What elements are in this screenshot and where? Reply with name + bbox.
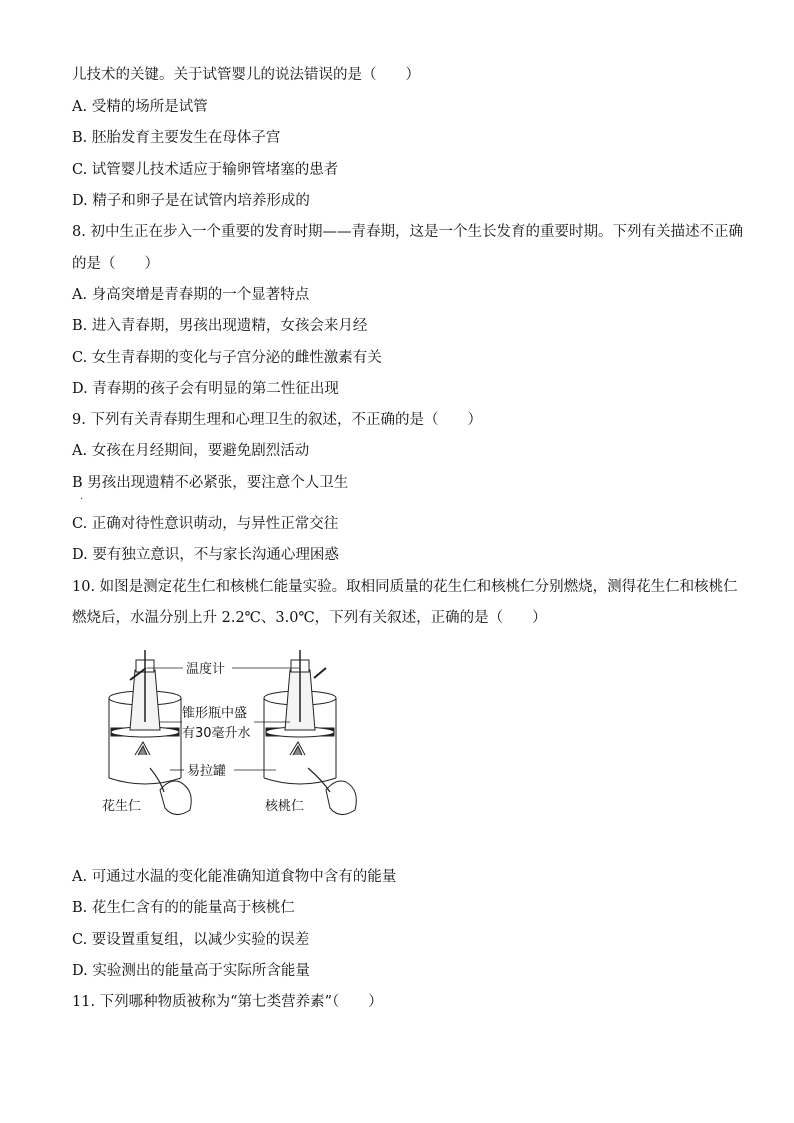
q7-stem-tail: 儿技术的关键。关于试管婴儿的说法错误的是（ ）: [72, 67, 420, 83]
q10-option-d: D. 实验测出的能量高于实际所含能量: [72, 963, 310, 979]
experiment-figure: [100, 650, 370, 840]
q9-stem: 9. 下列有关青春期生理和心理卫生的叙述，不正确的是（ ）: [72, 412, 482, 428]
q7-option-c: C. 试管婴儿技术适应于输卵管堵塞的患者: [72, 162, 339, 178]
q9-option-a: A. 女孩在月经期间，要避免剧烈活动: [72, 443, 310, 459]
left-apparatus: [109, 650, 191, 815]
label-walnut: 核桃仁: [265, 799, 305, 814]
q7-option-d: D. 精子和卵子是在试管内培养形成的: [72, 193, 310, 209]
right-apparatus: [264, 650, 356, 815]
q8-stem: 8. 初中生正在步入一个重要的发育时期——青春期，这是一个生长发育的重要时期。下列有关描述不正确: [72, 224, 743, 240]
q8-option-c: C. 女生青春期的变化与子宫分泌的雌性激素有关: [72, 350, 382, 366]
q8-option-a: A. 身高突增是青春期的一个显著特点: [72, 287, 310, 303]
label-peanut: 花生仁: [102, 799, 142, 814]
label-can: 易拉罐: [187, 764, 227, 779]
label-flask-line2: 有30毫升水: [182, 726, 251, 741]
label-thermometer: 温度计: [186, 662, 226, 677]
q10-stem: 10. 如图是测定花生仁和核桃仁能量实验。取相同质量的花生仁和核桃仁分别燃烧，测得花生仁和核桃仁: [72, 579, 738, 595]
q9-option-d: D. 要有独立意识，不与家长沟通心理困惑: [72, 547, 339, 563]
q9-option-c: C. 正确对待性意识萌动，与异性正常交往: [72, 516, 339, 532]
q8-option-d: D. 青春期的孩子会有明显的第二性征出现: [72, 381, 339, 397]
q10-option-a: A. 可通过水温的变化能准确知道食物中含有的能量: [72, 869, 397, 885]
q8-stem-cont: 的是（ ）: [72, 256, 159, 272]
q9-option-b: B 男孩出现遗精不必紧张，要注意个人卫生: [72, 475, 349, 491]
q8-option-b: B. 进入青春期，男孩出现遗精，女孩会来月经: [72, 318, 368, 334]
q7-option-a: A. 受精的场所是试管: [72, 99, 208, 115]
q10-option-c: C. 要设置重复组，以减少实验的误差: [72, 932, 310, 948]
q11-stem: 11. 下列哪种物质被称为“第七类营养素”（ ）: [72, 994, 383, 1010]
stray-dot: ·: [80, 494, 84, 505]
q7-option-b: B. 胚胎发育主要发生在母体子宫: [72, 130, 281, 146]
label-flask-line1: 锥形瓶中盛: [182, 706, 248, 721]
q10-option-b: B. 花生仁含有的的能量高于核桃仁: [72, 900, 295, 916]
q10-stem-cont: 燃烧后，水温分别上升 2.2℃、3.0℃，下列有关叙述，正确的是（ ）: [72, 610, 547, 626]
